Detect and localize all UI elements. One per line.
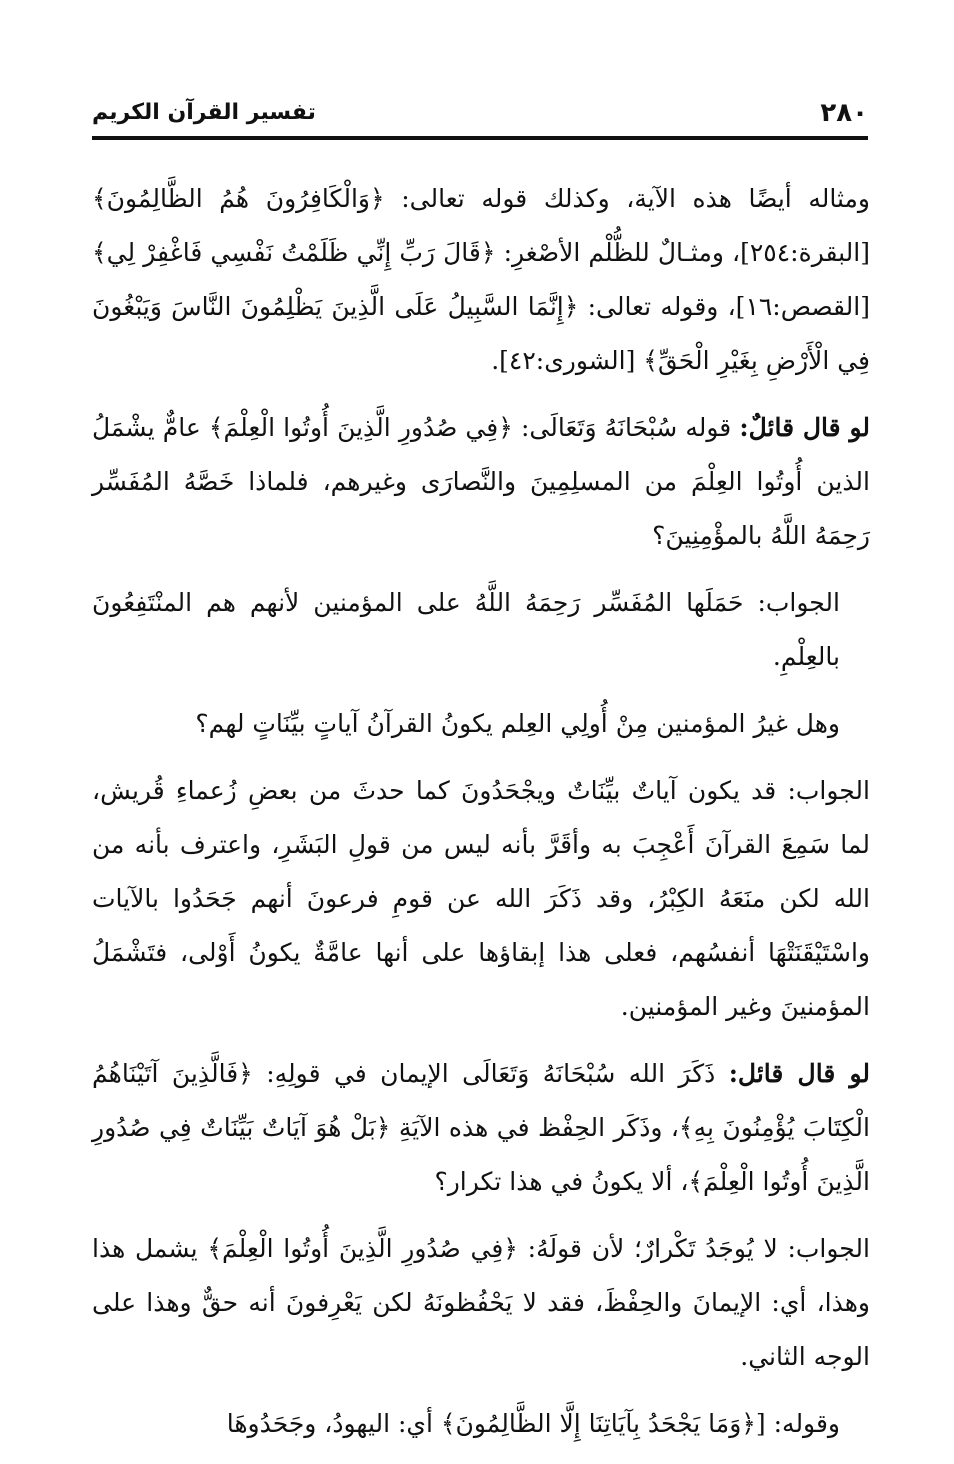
header-rule (92, 136, 868, 140)
question-lead: لو قال قائلٌ: (739, 413, 871, 442)
paragraph-examples: ومثاله أيضًا هذه الآية، وكذلك قوله تعالى: ﴿وَالْكَافِرُونَ هُمُ الظَّالِمُونَ﴾ [البقرة:٢٥٤]، ومثـالٌ للظُّلْم الأصْغرِ: ﴿قَالَ رَبِّ إِنِّي ظَلَمْتُ نَفْسِي فَاغْفِرْ لِي﴾ [القصص:١٦]، وقوله تعالى: ﴿إِنَّمَا السَّبِيلُ عَلَى الَّذِينَ يَظْلِمُونَ النَّاسَ وَيَبْغُونَ فِي الْأَرْضِ بِغَيْرِ الْحَقِّ﴾ [الشورى:٤٢]. (92, 184, 870, 375)
paragraph-question-2: وهل غيرُ المؤمنين مِنْ أُولِي العِلم يكونُ القرآنُ آياتٍ بيِّنَاتٍ لهم؟ (195, 709, 840, 738)
book-title: تفسير القرآن الكريم (92, 100, 316, 125)
page-header (92, 98, 868, 134)
paragraph-answer-1: الجواب: حَمَلَها المُفَسِّر رَحِمَهُ اللَّهُ على المؤمنين لأنهم هم المنْتَفِعُونَ بالعِلْمِ. (92, 588, 840, 671)
body-text (92, 172, 870, 1464)
paragraph-answer-2: الجواب: قد يكون آياتٌ بيِّنَاتٌ ويجْحَدُونَ كما حدثَ من بعضِ زُعماءِ قُريش، لما سَمِعَ القرآنَ أَعْجِبَ به وأقَرَّ بأنه ليس من قولِ البَشَرِ، واعترف بأنه من الله لكن منَعَهُ الكِبْرُ، وقد ذَكَرَ الله عن قومِ فرعونَ أنهم جَحَدُوا بالآيات واسْتَيْقَنَتْهَا أنفسُهم، فعلى هذا إبقاؤها على أنها عامَّةٌ يكونُ أَوْلى، فتَشْمَلُ المؤمنينَ وغير المؤمنين. (92, 776, 870, 1021)
paragraph-answer-3: الجواب: لا يُوجَدُ تَكْرارٌ؛ لأن قولَهُ: ﴿فِي صُدُورِ الَّذِينَ أُوتُوا الْعِلْمَ﴾ يشمل هذا وهذا، أي: الإيمانَ والحِفْظَ، فقد لا يَحْفُظونَهُ لكن يَعْرِفونَ أنه حقٌّ وهذا على الوجه الثاني. (92, 1234, 870, 1371)
paragraph-question-3: لو قال قائل: ذَكَرَ الله سُبْحَانَهُ وَتَعَالَى الإيمان في قولِهِ: ﴿فَالَّذِينَ آتَيْنَاهُمُ الْكِتَابَ يُؤْمِنُونَ بِهِ﴾، وذَكَر الحِفْظ في هذه الآيَةِ ﴿بَلْ هُوَ آيَاتٌ بَيِّنَاتٌ فِي صُدُورِ الَّذِينَ أُوتُوا الْعِلْمَ﴾، ألا يكونُ في هذا تكرار؟ (92, 1059, 870, 1196)
paragraph-question-1: لو قال قائلٌ: قوله سُبْحَانَهُ وَتَعَالَى: ﴿فِي صُدُورِ الَّذِينَ أُوتُوا الْعِلْمَ﴾ عامٌّ يشْمَلُ الذين أُوتُوا العِلْمَ من المسلِمِينَ والنَّصارَى وغيرهم، فلماذا خَصَّهُ المُفَسِّر رَحِمَهُ اللَّهُ بالمؤْمِنِينَ؟ (92, 413, 871, 550)
question-lead: لو قال قائل: (728, 1059, 870, 1088)
page-number: ٢٨٠ (820, 98, 868, 128)
paragraph-quote: وقوله: [﴿وَمَا يَجْحَدُ بِآيَاتِنَا إِلَّا الظَّالِمُونَ﴾ أي: اليهودُ، وجَحَدُوهَا (226, 1409, 840, 1438)
